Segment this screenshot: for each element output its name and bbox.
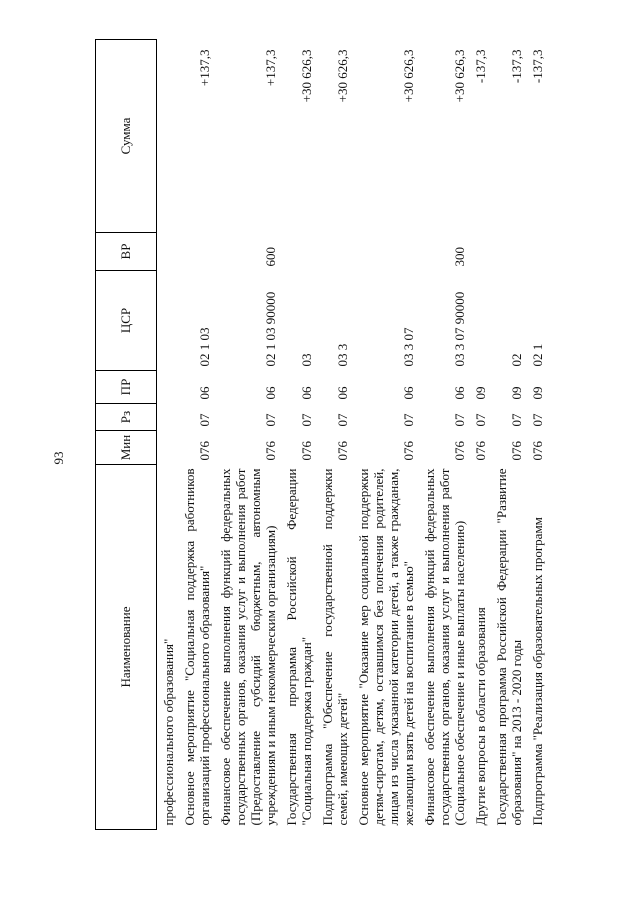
cell-min: 076 (401, 441, 416, 461)
cell-vr (317, 233, 353, 271)
cell-min (157, 431, 180, 465)
cell-pr: 09 (473, 386, 488, 400)
cell-vr (281, 233, 317, 271)
cell-name: Основное мероприятие "Социальная поддержка работников организаций профессионального образования" (182, 468, 212, 826)
cell-pr: 06 (452, 386, 467, 400)
cell-vr (157, 233, 180, 271)
cell-sum: -137,3 (509, 49, 524, 84)
cell-csr: 03 3 07 (401, 327, 416, 367)
cell-rz (157, 404, 180, 431)
cell-pr: 06 (401, 386, 416, 400)
header-min: Мин (96, 431, 157, 465)
cell-sum: +30 626,3 (401, 49, 416, 103)
cell-name: Государственная программа Российской Федерации "Социальная поддержка граждан" (284, 468, 314, 826)
cell-min: 076 (197, 441, 212, 461)
cell-min: 076 (473, 441, 488, 461)
header-name: Наименование (96, 465, 157, 830)
cell-pr: 06 (299, 386, 314, 400)
cell-rz: 07 (473, 413, 488, 427)
header-csr: ЦСР (96, 271, 157, 371)
cell-rz: 07 (509, 413, 524, 427)
page-number: 93 (51, 451, 66, 465)
cell-min: 076 (299, 441, 314, 461)
cell-csr: 03 3 (335, 343, 350, 367)
cell-name: Государственная программа Российской Федерации "Развитие образования" на 2013 - 2020 годы (494, 468, 524, 826)
cell-pr: 06 (197, 386, 212, 400)
cell-pr: 09 (509, 386, 524, 400)
cell-rz: 07 (197, 413, 212, 427)
table-row (419, 40, 470, 830)
cell-min: 076 (509, 441, 524, 461)
cell-vr: 600 (263, 247, 278, 267)
budget-table (95, 39, 548, 830)
cell-sum: +30 626,3 (299, 49, 314, 103)
table-row (215, 40, 281, 830)
table-body (157, 40, 549, 830)
cell-vr (179, 233, 215, 271)
cell-vr: 300 (452, 247, 467, 267)
rotated-page-content (95, 40, 605, 830)
cell-csr: 03 (299, 353, 314, 367)
cell-name: Подпрограмма "Обеспечение государственной поддержки семей, имеющих детей" (320, 468, 350, 826)
table-row (527, 40, 548, 830)
header-pr: ПР (96, 371, 157, 404)
cell-sum: -137,3 (473, 49, 488, 84)
header-row (96, 40, 157, 830)
cell-csr: 02 (509, 353, 524, 367)
cell-name: Основное мероприятие "Оказание мер социальной поддержки детям-сиротам, детям, оставшимся без попечения родителей, лицам из числа указанной категории детей, а также гражданам, желающим взять детей на воспитание в семью" (356, 468, 416, 826)
cell-csr: 02 1 (530, 343, 545, 367)
cell-name: профессионального образования" (161, 638, 176, 826)
cell-min: 076 (263, 441, 278, 461)
cell-name: Другие вопросы в области образования (473, 607, 488, 826)
cell-name: Подпрограмма "Реализация образовательных программ (530, 517, 545, 826)
cell-sum: +137,3 (263, 49, 278, 87)
cell-rz: 07 (401, 413, 416, 427)
table-row (491, 40, 527, 830)
table-row (353, 40, 419, 830)
table-row (179, 40, 215, 830)
cell-csr: 02 1 03 90000 (263, 291, 278, 367)
cell-rz: 07 (335, 413, 350, 427)
cell-vr (527, 233, 548, 271)
cell-min: 076 (530, 441, 545, 461)
cell-rz: 07 (530, 413, 545, 427)
cell-min: 076 (335, 441, 350, 461)
cell-csr (470, 271, 491, 371)
cell-name: Финансовое обеспечение выполнения функций федеральных государственных органов, оказания услуг и выполнения работ (Социальное обеспечение и иные выплаты населению) (422, 468, 467, 826)
cell-vr (470, 233, 491, 271)
header-sum: Сумма (96, 40, 157, 233)
table-header (96, 40, 157, 830)
cell-vr (353, 233, 419, 271)
cell-rz: 07 (263, 413, 278, 427)
cell-sum: -137,3 (530, 49, 545, 84)
header-rz: Рз (96, 404, 157, 431)
cell-csr (157, 271, 180, 371)
cell-min: 076 (452, 441, 467, 461)
cell-sum: +30 626,3 (335, 49, 350, 103)
cell-vr (491, 233, 527, 271)
cell-pr: 06 (335, 386, 350, 400)
table-row (281, 40, 317, 830)
cell-rz: 07 (299, 413, 314, 427)
cell-pr (157, 371, 180, 404)
table-row (317, 40, 353, 830)
cell-pr: 09 (530, 386, 545, 400)
cell-sum (157, 40, 180, 233)
cell-csr: 02 1 03 (197, 327, 212, 367)
cell-sum: +137,3 (197, 49, 212, 87)
cell-pr: 06 (263, 386, 278, 400)
cell-name: Финансовое обеспечение выполнения функций федеральных государственных органов, оказания услуг и выполнения работ (Предоставление субсидий бюджетным, автономным учреждениям и иным некоммерческим организациям) (218, 468, 278, 826)
header-vr: ВР (96, 233, 157, 271)
cell-csr: 03 3 07 90000 (452, 291, 467, 367)
cell-rz: 07 (452, 413, 467, 427)
table-row (157, 40, 180, 830)
table-row (470, 40, 491, 830)
cell-sum: +30 626,3 (452, 49, 467, 103)
